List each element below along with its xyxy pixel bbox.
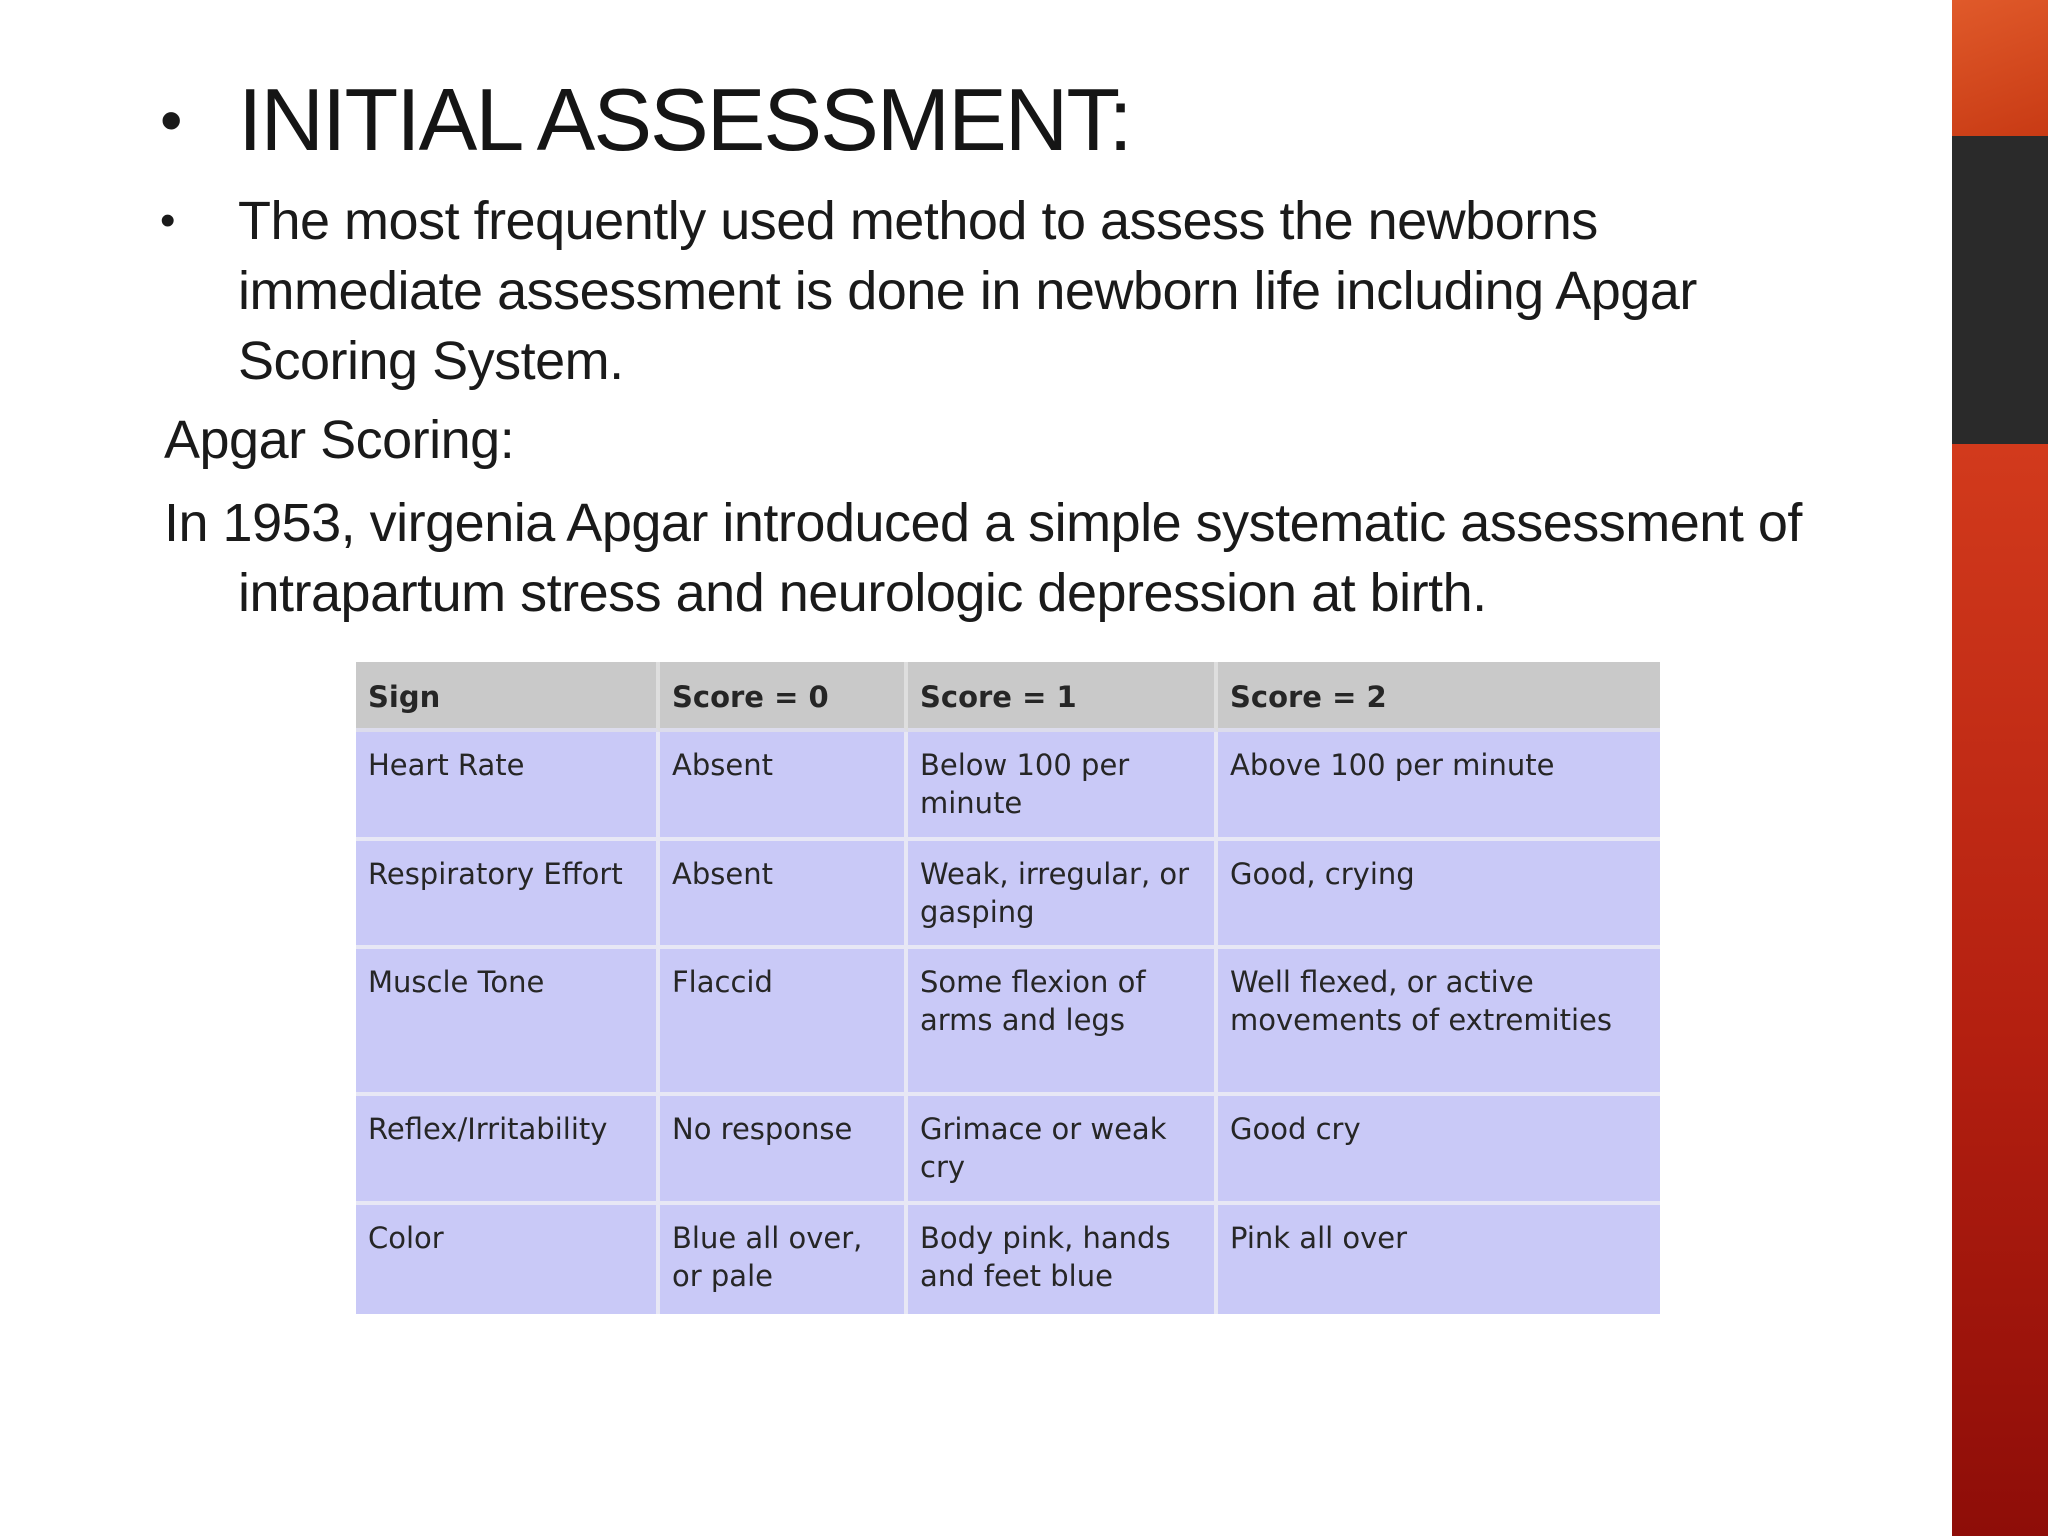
table-row — [356, 841, 1660, 950]
stripe-orange-block — [1952, 0, 2048, 136]
table-cell: Grimace or weak cry — [908, 1096, 1218, 1205]
stripe-dark-block — [1952, 136, 2048, 444]
table-cell: Muscle Tone — [356, 949, 660, 1096]
table-cell: Good cry — [1218, 1096, 1660, 1205]
table-cell: Body pink, hands and feet blue — [908, 1205, 1218, 1314]
table-cell: Color — [356, 1205, 660, 1314]
slide-title: INITIAL ASSESSMENT: — [238, 70, 1131, 169]
apgar-table — [356, 662, 1660, 1314]
table-row — [356, 949, 1660, 1096]
table-cell: Above 100 per minute — [1218, 732, 1660, 841]
bullet-icon: • — [160, 84, 183, 156]
table-row — [356, 1096, 1660, 1205]
decorative-side-stripe — [1952, 0, 2048, 1536]
table-cell: Respiratory Effort — [356, 841, 660, 950]
table-row — [356, 732, 1660, 841]
table-row — [356, 1205, 1660, 1314]
table-cell: Absent — [660, 732, 908, 841]
table-cell: Blue all over, or pale — [660, 1205, 908, 1314]
table-header-cell: Score = 0 — [660, 662, 908, 732]
table-cell: Well flexed, or active movements of extremities — [1218, 949, 1660, 1096]
intro-row — [160, 186, 1780, 396]
table-header-row — [356, 662, 1660, 732]
title-row — [160, 72, 1131, 168]
intro-text: The most frequently used method to assess the newborns immediate assessment is done in newborn life including Apgar Scoring System. — [238, 191, 1697, 391]
table-header-cell: Score = 2 — [1218, 662, 1660, 732]
table-cell: Heart Rate — [356, 732, 660, 841]
apgar-heading: Apgar Scoring: — [164, 410, 515, 470]
table-cell: Good, crying — [1218, 841, 1660, 950]
table-cell: Reflex/Irritability — [356, 1096, 660, 1205]
table-cell: Some flexion of arms and legs — [908, 949, 1218, 1096]
table-cell: Weak, irregular, or gasping — [908, 841, 1218, 950]
bullet-icon: • — [160, 196, 176, 245]
table-cell: Pink all over — [1218, 1205, 1660, 1314]
table-cell: Flaccid — [660, 949, 908, 1096]
table-cell: Absent — [660, 841, 908, 950]
stripe-red-block — [1952, 444, 2048, 1536]
table-header-cell: Score = 1 — [908, 662, 1218, 732]
table-cell: No response — [660, 1096, 908, 1205]
table-cell: Below 100 per minute — [908, 732, 1218, 841]
body-paragraph: In 1953, virgenia Apgar introduced a simple systematic assessment of intrapartum stress and neurologic depression at birth. — [164, 493, 1802, 623]
table-header-cell: Sign — [356, 662, 660, 732]
